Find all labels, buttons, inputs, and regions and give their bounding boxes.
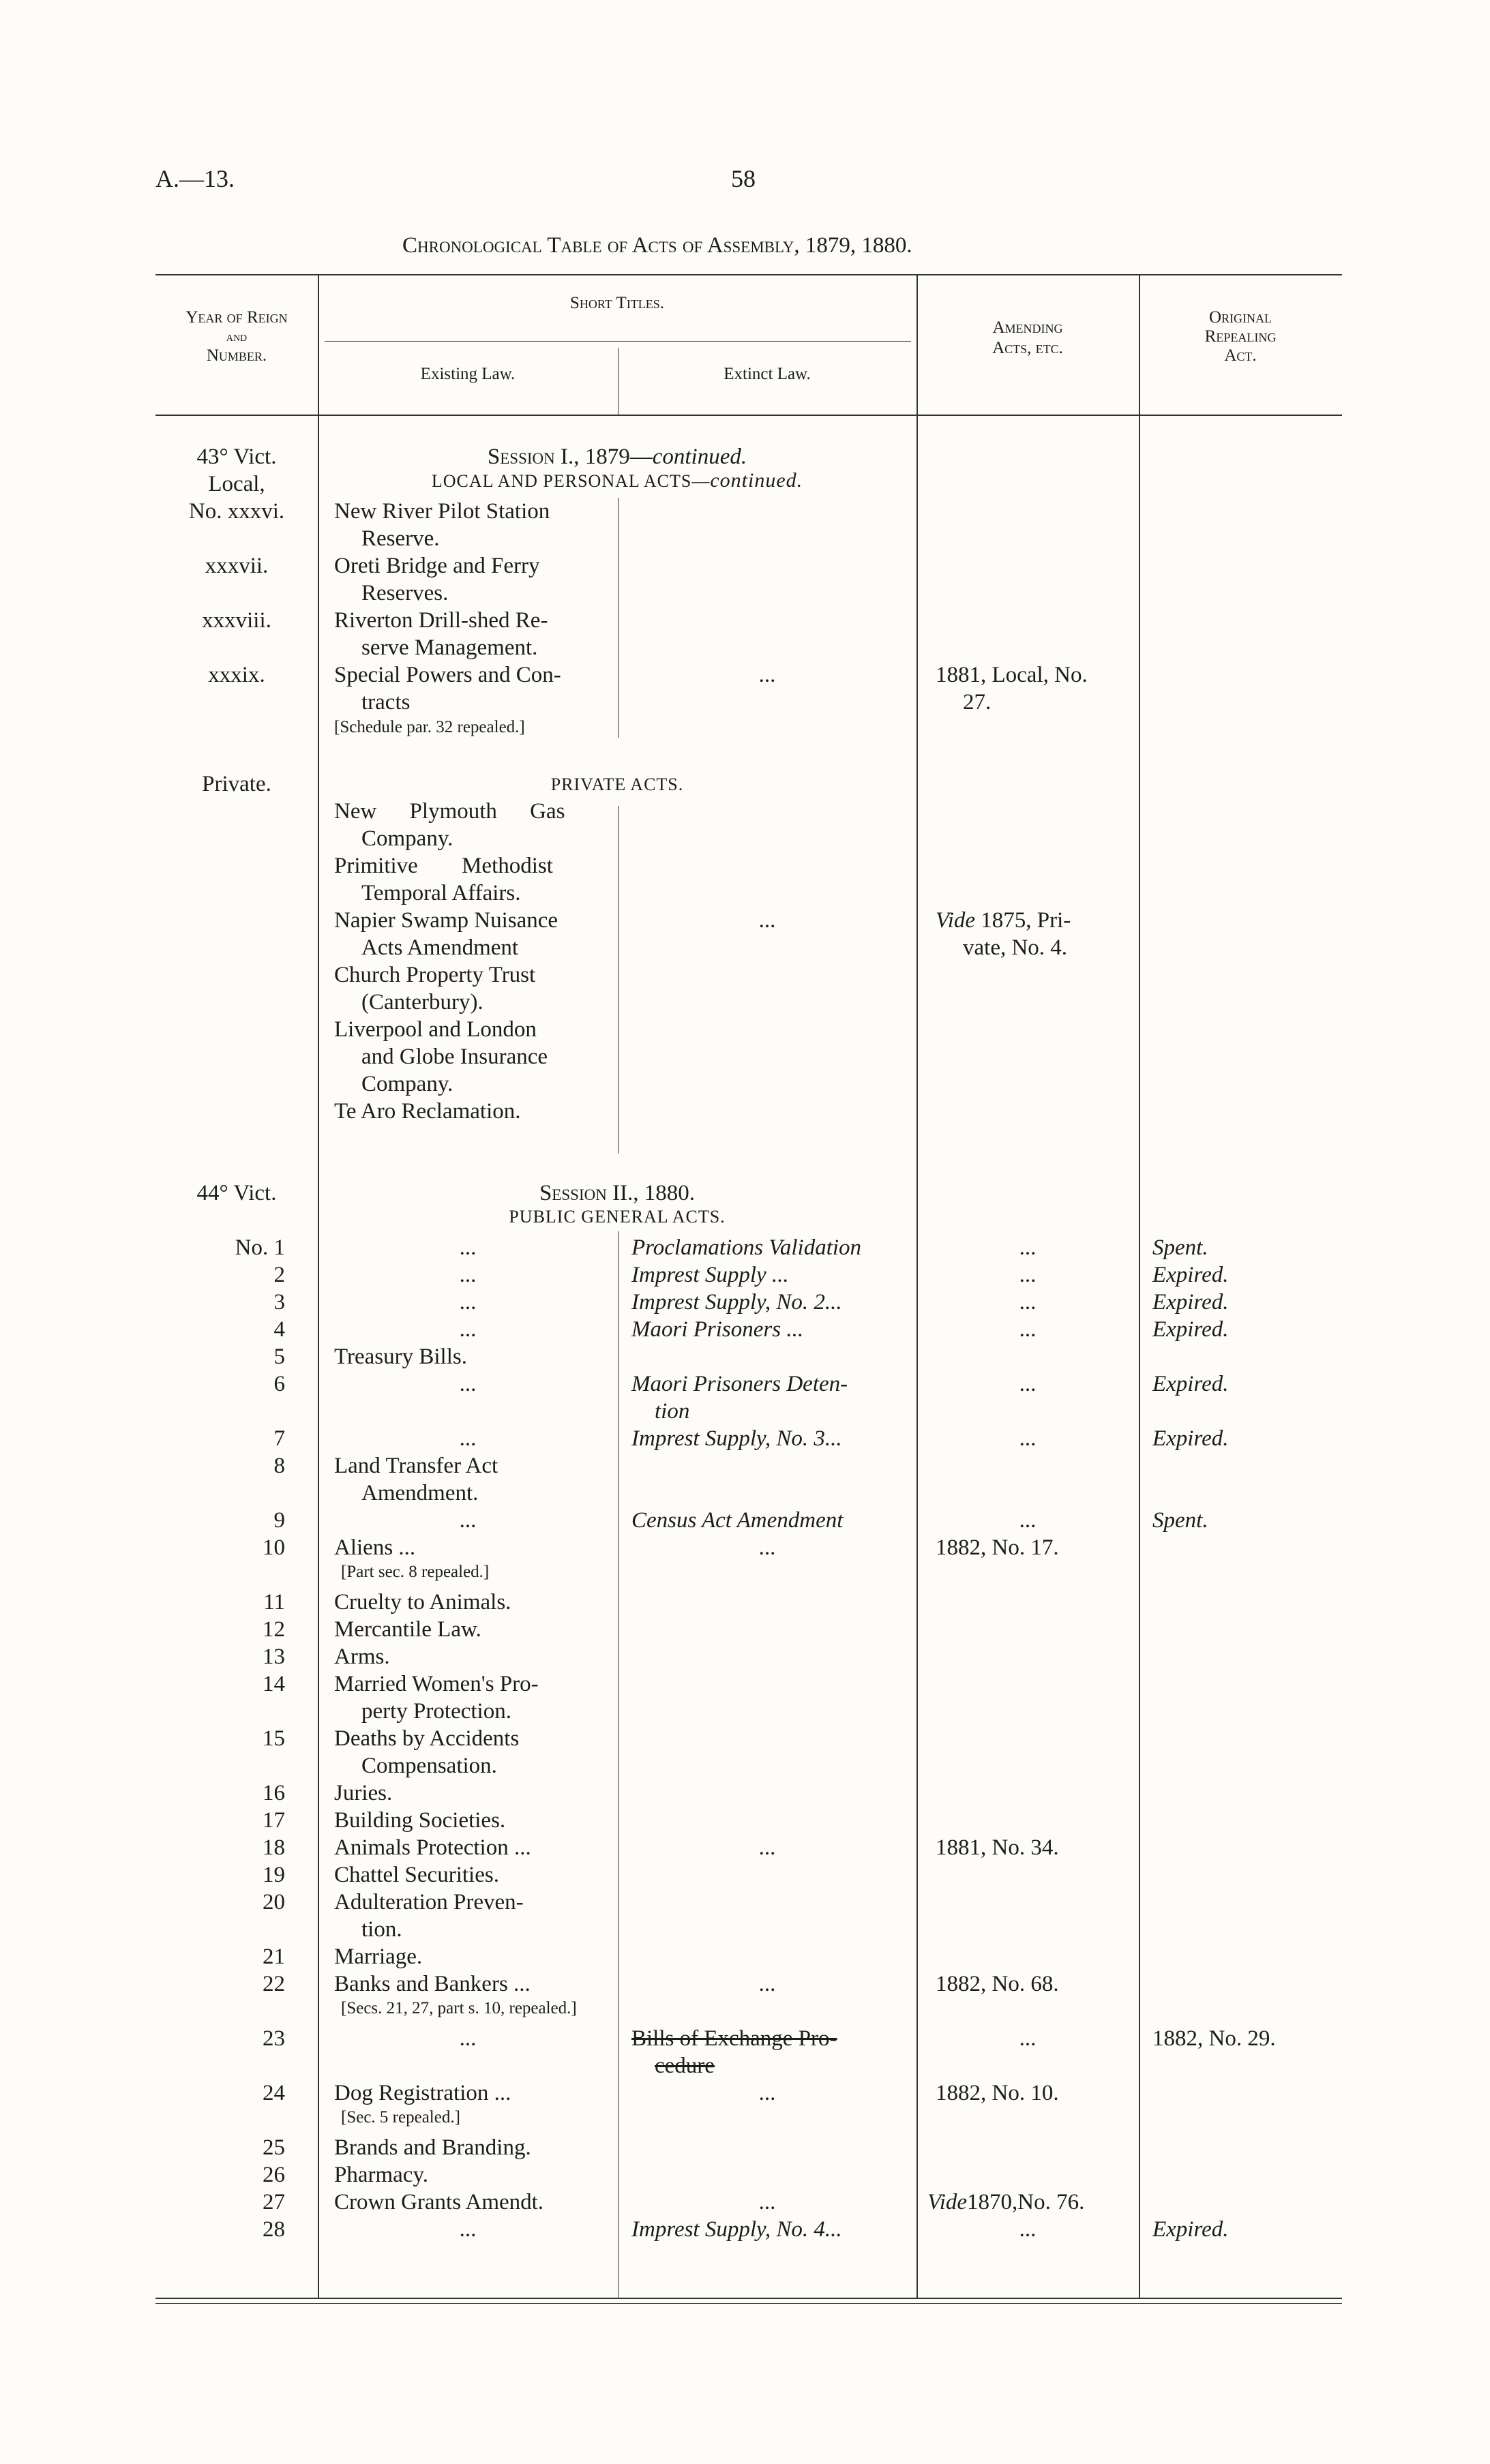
- act-24-existing-0: Dog Registration ...: [334, 2081, 511, 2105]
- act-11-existing-0: Cruelty to Animals.: [334, 1590, 511, 1614]
- act-22-note: [Secs. 21, 27, part s. 10, repealed.]: [341, 1999, 577, 2017]
- act-4-number: 4: [273, 1317, 285, 1342]
- section3-heading: Session II., 1880.: [539, 1181, 696, 1205]
- act-1-existing-0: ...: [459, 1235, 477, 1260]
- act-12-number: 12: [263, 1617, 285, 1642]
- act-6-extinct-1: tion: [655, 1399, 690, 1424]
- act-13-existing-0: Arms.: [334, 1644, 390, 1669]
- act-19-existing-0: Chattel Securities.: [334, 1863, 499, 1887]
- act-24-note: [Sec. 5 repealed.]: [341, 2108, 460, 2127]
- header-short-titles: Short Titles.: [569, 294, 665, 312]
- act-7-existing-0: ...: [459, 1426, 477, 1451]
- act-2-repeal: Expired.: [1152, 1263, 1229, 1287]
- act-7-repeal: Expired.: [1152, 1426, 1229, 1451]
- act-7-amending: ...: [1019, 1426, 1037, 1451]
- act-26-existing-0: Pharmacy.: [334, 2163, 429, 2187]
- act-22-number: 22: [263, 1972, 285, 1996]
- act-4-existing-0: ...: [459, 1317, 477, 1342]
- act-22-amending: 1882, No. 68.: [936, 1972, 1059, 1996]
- section2-extinct: ...: [758, 908, 776, 933]
- act-9-extinct-0: Census Act Amendment: [631, 1508, 844, 1533]
- act-25-existing-0: Brands and Branding.: [334, 2135, 531, 2160]
- header-repealing-act: Original Repealing Act.: [1204, 308, 1277, 365]
- section1-extinct: ...: [758, 663, 776, 687]
- act-6-amending: ...: [1019, 1372, 1037, 1396]
- act-12-existing-0: Mercantile Law.: [334, 1617, 481, 1642]
- act-18-extinct: ...: [758, 1835, 776, 1860]
- act-23-extinct-0: Bills of Exchange Pro-: [631, 2026, 837, 2051]
- act-2-amending: ...: [1019, 1263, 1037, 1287]
- table-bottom-rule-2: [155, 2303, 1342, 2304]
- act-15-existing-1: Compensation.: [361, 1754, 497, 1778]
- act-17-existing-0: Building Societies.: [334, 1808, 506, 1833]
- act-23-amending: ...: [1019, 2026, 1037, 2051]
- act-23-extinct-1: cedure: [655, 2054, 715, 2078]
- act-25-number: 25: [263, 2135, 285, 2160]
- section2-amending: Vide 1875, Pri- vate, No. 4.: [936, 908, 1071, 960]
- section1-schedule-note: [Schedule par. 32 repealed.]: [334, 718, 525, 736]
- table-header-rule: [155, 415, 1342, 416]
- act-10-existing-0: Aliens ...: [334, 1535, 416, 1560]
- short-titles-rule: [325, 341, 911, 342]
- act-27-number: 27: [263, 2190, 285, 2214]
- act-10-amending: 1882, No. 17.: [936, 1535, 1059, 1560]
- act-28-amending: ...: [1019, 2217, 1037, 2242]
- act-28-extinct-0: Imprest Supply, No. 4...: [631, 2217, 842, 2242]
- act-4-repeal: Expired.: [1152, 1317, 1229, 1342]
- act-2-number: 2: [273, 1263, 285, 1287]
- act-1-number: No. 1: [235, 1235, 285, 1260]
- act-28-repeal: Expired.: [1152, 2217, 1229, 2242]
- section1-number-xxxix: xxxix.: [208, 663, 265, 687]
- act-23-existing-0: ...: [459, 2026, 477, 2051]
- act-11-number: 11: [263, 1590, 285, 1614]
- section2-reign: Private.: [202, 772, 271, 796]
- act-22-existing-0: Banks and Bankers ...: [334, 1972, 531, 1996]
- act-17-number: 17: [263, 1808, 285, 1833]
- act-24-number: 24: [263, 2081, 285, 2105]
- act-20-existing-0: Adulteration Preven-: [334, 1890, 524, 1914]
- act-6-extinct-0: Maori Prisoners Deten-: [631, 1372, 848, 1396]
- header-extinct-law: Extinct Law.: [724, 365, 811, 383]
- section2-heading: PRIVATE ACTS.: [550, 775, 684, 794]
- section2-existing-divider: [618, 806, 619, 1154]
- act-20-number: 20: [263, 1890, 285, 1914]
- act-8-existing-1: Amendment.: [361, 1481, 479, 1505]
- section1-amending: 1881, Local, No. 27.: [936, 663, 1088, 715]
- section1-reign: 43° Vict. Local, No. xxxvi.: [188, 445, 285, 524]
- act-7-number: 7: [273, 1426, 285, 1451]
- table-top-rule: [155, 274, 1342, 275]
- act-14-number: 14: [263, 1672, 285, 1696]
- act-3-repeal: Expired.: [1152, 1290, 1229, 1314]
- header-year-reign: Year of Reign and Number.: [185, 308, 288, 365]
- act-5-existing-0: Treasury Bills.: [334, 1344, 467, 1369]
- act-1-amending: ...: [1019, 1235, 1037, 1260]
- act-4-amending: ...: [1019, 1317, 1037, 1342]
- act-9-number: 9: [273, 1508, 285, 1533]
- section3-subheading: PUBLIC GENERAL ACTS.: [509, 1207, 726, 1227]
- act-19-number: 19: [263, 1863, 285, 1887]
- act-13-number: 13: [263, 1644, 285, 1669]
- act-21-existing-0: Marriage.: [334, 1944, 423, 1969]
- act-3-existing-0: ...: [459, 1290, 477, 1314]
- act-24-amending: 1882, No. 10.: [936, 2081, 1059, 2105]
- act-1-repeal: Spent.: [1152, 1235, 1208, 1260]
- act-3-extinct-0: Imprest Supply, No. 2...: [631, 1290, 842, 1314]
- act-6-repeal: Expired.: [1152, 1372, 1229, 1396]
- act-26-number: 26: [263, 2163, 285, 2187]
- section1-heading: Session I., 1879—continued.: [487, 445, 747, 469]
- section1-existing-divider: [618, 498, 619, 738]
- act-28-existing-0: ...: [459, 2217, 477, 2242]
- section1-number-xxxviii: xxxviii.: [202, 608, 271, 633]
- act-14-existing-1: perty Protection.: [361, 1699, 511, 1724]
- section2-existing-titles: New Plymouth Gas Company. Primitive Methodist Temporal Affairs. Napier Swamp Nuisance Acts Amendment Church Property Trust (Canterbury). Liverpool and London and Globe Insurance Company. Te Aro Reclamation.: [334, 799, 565, 1124]
- act-1-extinct-0: Proclamations Validation: [631, 1235, 862, 1260]
- section1-subheading: LOCAL AND PERSONAL ACTS—continued.: [431, 469, 803, 492]
- act-16-number: 16: [263, 1781, 285, 1805]
- act-10-note: [Part sec. 8 repealed.]: [341, 1563, 490, 1581]
- act-15-existing-0: Deaths by Accidents: [334, 1726, 520, 1751]
- act-10-number: 10: [263, 1535, 285, 1560]
- header-amending-acts: Amending Acts, etc.: [992, 318, 1063, 357]
- section1-number-xxxvii: xxxvii.: [205, 554, 269, 578]
- act-8-existing-0: Land Transfer Act: [334, 1454, 498, 1478]
- header-existing-law: Existing Law.: [420, 365, 516, 383]
- act-3-number: 3: [273, 1290, 285, 1314]
- act-27-extinct: ...: [758, 2190, 776, 2214]
- act-28-number: 28: [263, 2217, 285, 2242]
- page-title: Chronological Table of Acts of Assembly, 1879, 1880.: [402, 233, 912, 258]
- section1-existing-titles: New River Pilot Station Reserve. Oreti Bridge and Ferry Reserves. Riverton Drill-shed Re- serve Management. Special Powers and Con- tracts: [334, 499, 561, 715]
- col-divider-amending: [1139, 274, 1140, 2298]
- table-bottom-rule: [155, 2298, 1342, 2299]
- act-9-existing-0: ...: [459, 1508, 477, 1533]
- act-15-number: 15: [263, 1726, 285, 1751]
- act-9-repeal: Spent.: [1152, 1508, 1208, 1533]
- act-14-existing-0: Married Women's Pro-: [334, 1672, 539, 1696]
- act-5-number: 5: [273, 1344, 285, 1369]
- act-9-amending: ...: [1019, 1508, 1037, 1533]
- act-7-extinct-0: Imprest Supply, No. 3...: [631, 1426, 842, 1451]
- act-16-existing-0: Juries.: [334, 1781, 393, 1805]
- page-number: 58: [731, 165, 756, 192]
- act-6-number: 6: [273, 1372, 285, 1396]
- act-6-existing-0: ...: [459, 1372, 477, 1396]
- act-23-number: 23: [263, 2026, 285, 2051]
- act-22-extinct: ...: [758, 1972, 776, 1996]
- act-2-existing-0: ...: [459, 1263, 477, 1287]
- act-18-amending: 1881, No. 34.: [936, 1835, 1059, 1860]
- act-27-amending: Vide1870,No. 76.: [927, 2190, 1085, 2214]
- act-21-number: 21: [263, 1944, 285, 1969]
- section3-reign: 44° Vict.: [196, 1181, 277, 1205]
- act-4-extinct-0: Maori Prisoners ...: [631, 1317, 804, 1342]
- act-8-number: 8: [273, 1454, 285, 1478]
- page-ref: A.—13.: [155, 165, 235, 192]
- act-3-amending: ...: [1019, 1290, 1037, 1314]
- act-23-repeal: 1882, No. 29.: [1152, 2026, 1276, 2051]
- act-18-number: 18: [263, 1835, 285, 1860]
- act-2-extinct-0: Imprest Supply ...: [631, 1263, 789, 1287]
- act-24-extinct: ...: [758, 2081, 776, 2105]
- act-20-existing-1: tion.: [361, 1917, 402, 1942]
- act-27-existing-0: Crown Grants Amendt.: [334, 2190, 544, 2214]
- act-18-existing-0: Animals Protection ...: [334, 1835, 531, 1860]
- act-10-extinct: ...: [758, 1535, 776, 1560]
